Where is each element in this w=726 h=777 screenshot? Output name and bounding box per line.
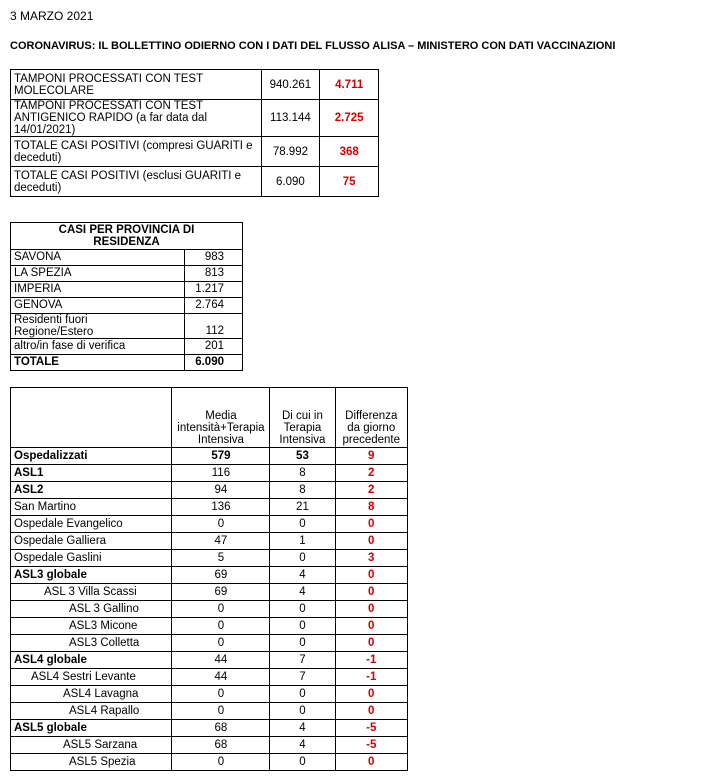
hospital-diff: 2	[335, 482, 408, 499]
table-row	[11, 703, 408, 720]
hospital-diff: 0	[335, 686, 408, 703]
table-row	[11, 314, 243, 339]
hospital-diff: 0	[335, 533, 408, 550]
hospital-ti: 4	[270, 567, 335, 584]
table-row	[11, 652, 408, 669]
hospital-ti: 4	[270, 737, 335, 754]
hospital-diff: -1	[335, 669, 408, 686]
hospital-ti: 53	[270, 448, 335, 465]
table-row	[11, 686, 408, 703]
row-total: 6.090	[261, 167, 320, 197]
hospital-name: ASL4 globale	[11, 652, 172, 669]
table-row	[11, 482, 408, 499]
hospital-ti: 21	[270, 499, 335, 516]
hospital-diff: 0	[335, 754, 408, 771]
table-total-row	[11, 355, 243, 371]
province-name: SAVONA	[11, 250, 185, 266]
hospital-diff: 2	[335, 465, 408, 482]
header-media: Media intensità+Terapia Intensiva	[172, 388, 270, 448]
table-row	[11, 465, 408, 482]
table-row	[11, 250, 243, 266]
table-row	[11, 137, 379, 167]
hospital-media: 44	[172, 652, 270, 669]
hospital-ti: 0	[270, 516, 335, 533]
hospital-ti: 8	[270, 482, 335, 499]
hospital-media: 69	[172, 584, 270, 601]
province-value: 201	[184, 339, 242, 355]
row-label: TAMPONI PROCESSATI CON TEST ANTIGENICO RAPIDO (a far data dal 14/01/2021)	[11, 100, 262, 137]
hospital-name: ASL5 Sarzana	[11, 737, 172, 754]
row-change: 75	[320, 167, 379, 197]
province-total-label: TOTALE	[11, 355, 185, 371]
province-value: 813	[184, 266, 242, 282]
hospital-name: ASL3 globale	[11, 567, 172, 584]
hospital-media: 0	[172, 635, 270, 652]
headline: CORONAVIRUS: IL BOLLETTINO ODIERNO CON I DATI DEL FLUSSO ALISA – MINISTERO CON DATI VACCINAZIONI	[10, 40, 616, 52]
hospital-media: 0	[172, 686, 270, 703]
row-change: 2.725	[320, 100, 379, 137]
hospital-diff: 9	[335, 448, 408, 465]
hospital-diff: 0	[335, 618, 408, 635]
row-label: TOTALE CASI POSITIVI (esclusi GUARITI e deceduti)	[11, 167, 262, 197]
hospital-media: 0	[172, 703, 270, 720]
hospital-media: 0	[172, 618, 270, 635]
province-value: 1.217	[184, 282, 242, 298]
hospital-media: 5	[172, 550, 270, 567]
province-name: altro/in fase di verifica	[11, 339, 185, 355]
hospital-media: 68	[172, 720, 270, 737]
province-value: 2.764	[184, 298, 242, 314]
hospital-name: ASL4 Lavagna	[11, 686, 172, 703]
row-total: 940.261	[261, 70, 320, 100]
hospital-ti: 0	[270, 703, 335, 720]
table-row	[11, 737, 408, 754]
hospital-name: ASL3 Micone	[11, 618, 172, 635]
hospital-diff: 0	[335, 635, 408, 652]
row-label: TOTALE CASI POSITIVI (compresi GUARITI e deceduti)	[11, 137, 262, 167]
table-row	[11, 298, 243, 314]
table-row	[11, 282, 243, 298]
hospital-name: ASL 3 Villa Scassi	[11, 584, 172, 601]
table-header-row	[11, 223, 243, 250]
hospital-media: 69	[172, 567, 270, 584]
hospital-media: 0	[172, 516, 270, 533]
row-label: TAMPONI PROCESSATI CON TEST MOLECOLARE	[11, 70, 262, 100]
row-total: 78.992	[261, 137, 320, 167]
hospital-diff: 0	[335, 567, 408, 584]
hospital-name: ASL2	[11, 482, 172, 499]
table-row	[11, 533, 408, 550]
row-total: 113.144	[261, 100, 320, 137]
table-row	[11, 167, 379, 197]
province-name: Residenti fuori Regione/Estero	[11, 314, 185, 339]
hospital-media: 136	[172, 499, 270, 516]
hospital-diff: 0	[335, 516, 408, 533]
province-name: LA SPEZIA	[11, 266, 185, 282]
hospital-diff: 8	[335, 499, 408, 516]
hospital-name: Ospedale Galliera	[11, 533, 172, 550]
table-row	[11, 516, 408, 533]
hospital-ti: 0	[270, 686, 335, 703]
table-row	[11, 339, 243, 355]
hospital-diff: -1	[335, 652, 408, 669]
hospital-ti: 0	[270, 635, 335, 652]
table-row	[11, 100, 379, 137]
hospital-media: 47	[172, 533, 270, 550]
hospital-media: 0	[172, 601, 270, 618]
hospital-name: Ospedale Gaslini	[11, 550, 172, 567]
hospital-name: ASL4 Rapallo	[11, 703, 172, 720]
hospital-name: Ospedalizzati	[11, 448, 172, 465]
province-header: CASI PER PROVINCIA DI RESIDENZA	[11, 223, 243, 250]
hospital-ti: 0	[270, 618, 335, 635]
province-name: IMPERIA	[11, 282, 185, 298]
table-row	[11, 720, 408, 737]
hospital-name: ASL4 Sestri Levante	[11, 669, 172, 686]
hospital-ti: 7	[270, 652, 335, 669]
hospital-name: ASL5 Spezia	[11, 754, 172, 771]
hospital-name: ASL1	[11, 465, 172, 482]
hospital-media: 0	[172, 754, 270, 771]
hospital-media: 579	[172, 448, 270, 465]
hospital-media: 68	[172, 737, 270, 754]
header-blank	[11, 388, 172, 448]
hospital-name: San Martino	[11, 499, 172, 516]
table-row	[11, 618, 408, 635]
header-ti: Di cui in Terapia Intensiva	[270, 388, 335, 448]
hospital-diff: -5	[335, 737, 408, 754]
hospital-ti: 7	[270, 669, 335, 686]
hospital-ti: 4	[270, 584, 335, 601]
table-row	[11, 584, 408, 601]
province-value: 112	[184, 314, 242, 339]
hospital-table	[10, 387, 408, 771]
hospital-name: ASL3 Colletta	[11, 635, 172, 652]
province-total-value: 6.090	[184, 355, 242, 371]
province-table	[10, 222, 243, 371]
hospital-diff: 0	[335, 703, 408, 720]
hospital-diff: 0	[335, 584, 408, 601]
summary-table	[10, 69, 379, 197]
table-row	[11, 70, 379, 100]
table-row	[11, 567, 408, 584]
table-row	[11, 499, 408, 516]
header-diff: Differenza da giorno precedente	[335, 388, 408, 448]
hospital-media: 94	[172, 482, 270, 499]
table-row	[11, 266, 243, 282]
table-header-row	[11, 388, 408, 448]
table-row	[11, 550, 408, 567]
province-value: 983	[184, 250, 242, 266]
hospital-diff: -5	[335, 720, 408, 737]
table-row	[11, 448, 408, 465]
hospital-diff: 3	[335, 550, 408, 567]
hospital-ti: 0	[270, 601, 335, 618]
row-change: 4.711	[320, 70, 379, 100]
row-change: 368	[320, 137, 379, 167]
table-row	[11, 601, 408, 618]
table-row	[11, 669, 408, 686]
hospital-ti: 4	[270, 720, 335, 737]
hospital-media: 44	[172, 669, 270, 686]
table-row	[11, 635, 408, 652]
hospital-ti: 0	[270, 754, 335, 771]
province-name: GENOVA	[11, 298, 185, 314]
hospital-media: 116	[172, 465, 270, 482]
hospital-ti: 8	[270, 465, 335, 482]
table-row	[11, 754, 408, 771]
hospital-diff: 0	[335, 601, 408, 618]
hospital-ti: 1	[270, 533, 335, 550]
hospital-name: Ospedale Evangelico	[11, 516, 172, 533]
hospital-name: ASL 3 Gallino	[11, 601, 172, 618]
report-date: 3 MARZO 2021	[10, 9, 94, 23]
hospital-name: ASL5 globale	[11, 720, 172, 737]
hospital-ti: 0	[270, 550, 335, 567]
